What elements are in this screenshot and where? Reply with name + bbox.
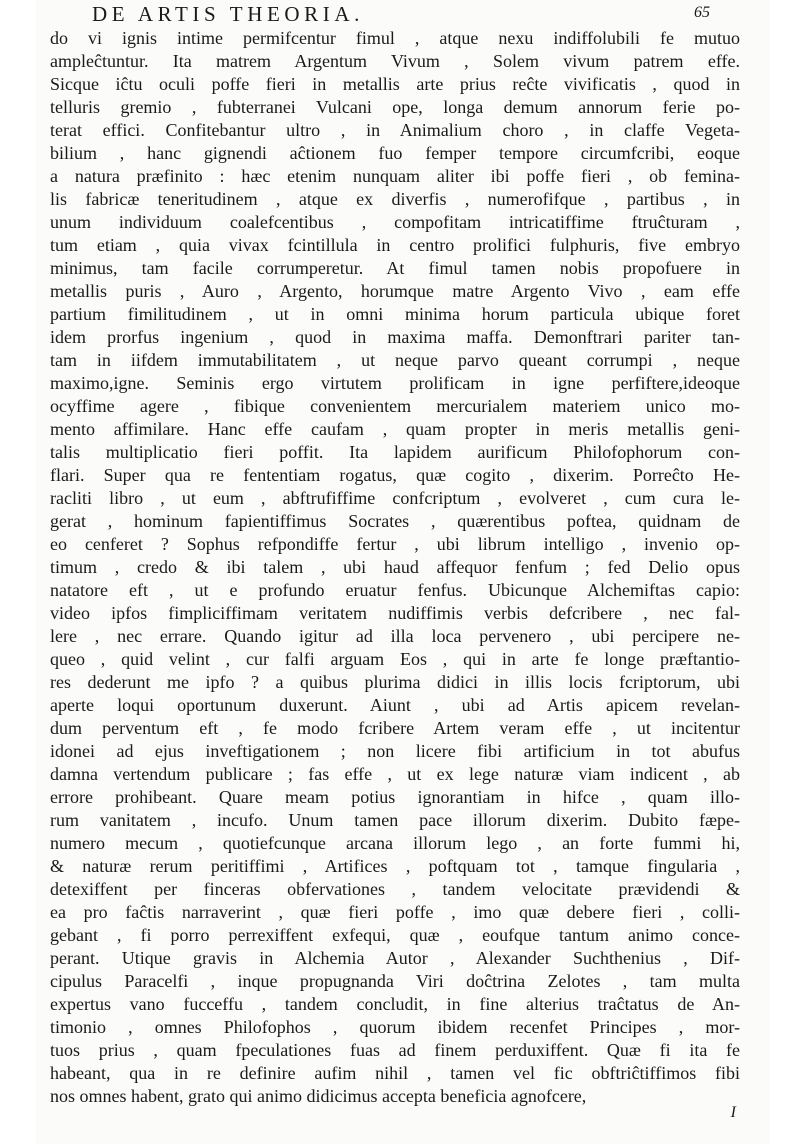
text-line: video ipfos fimpliciffimam veritatem nudiffimis verbis defcribere , nec fal- bbox=[50, 602, 740, 623]
text-line: tam in iifdem immutabilitatem , ut neque parvo queant corrumpi , neque bbox=[50, 349, 740, 370]
text-line: nos omnes habent, grato qui animo didicimus accepta beneficia agnofcere, bbox=[50, 1086, 587, 1107]
text-line: partium fimilitudinem , ut in omni minima horum particula ubique foret bbox=[50, 303, 740, 324]
text-line: numero mecum , quotiefcunque arcana illorum lego , an forte fummi hi, bbox=[50, 833, 740, 854]
text-line: perant. Utique gravis in Alchemia Autor , Alexander Suchthenius , Dif- bbox=[50, 948, 740, 969]
text-line: a natura præfinito : hæc etenim nunquam aliter ibi poffe fieri , ob femina- bbox=[50, 165, 740, 186]
text-line: ea pro faĉtis narraverint , quæ fieri poffe , imo quæ debere fieri , colli- bbox=[50, 902, 740, 923]
text-line: telluris gremio , fubterranei Vulcani ope, longa demum annorum ferie po- bbox=[50, 96, 740, 117]
text-line: Sicque iĉtu oculi poffe fieri in metallis arte prius reĉte vivificatis , quod in bbox=[50, 73, 740, 94]
text-line: tum etiam , quia vivax fcintillula in centro prolifici fulphuris, five embryo bbox=[50, 234, 740, 255]
page-footer bbox=[36, 1104, 770, 1128]
text-line: aperte loqui oportunum duxerunt. Aiunt , ubi ad Artis apicem revelan- bbox=[50, 694, 740, 715]
text-line: timonio , omnes Philofophos , quorum ibidem recenfet Principes , mor- bbox=[50, 1017, 740, 1038]
book-page bbox=[36, 0, 770, 1144]
text-line: do vi ignis intime permifcentur fimul , atque nexu indiffolubili fe mutuo bbox=[50, 27, 740, 48]
text-line: cipulus Paracelfi , inque propugnanda Viri doĉtrina Zelotes , tam multa bbox=[50, 971, 740, 992]
text-line: timum , credo & ibi talem , ubi haud affequor fenfum ; fed Delio opus bbox=[50, 556, 740, 577]
text-line: unum individuum coalefcentibus , compofitam intricatiffime ftruĉturam , bbox=[50, 211, 740, 232]
text-line: rum vanitatem , incufo. Unum tamen pace illorum dixerim. Dubito fæpe- bbox=[50, 810, 740, 831]
text-line: lis fabricæ teneritudinem , atque ex diverfis , numerofifque , partibus , in bbox=[50, 188, 740, 209]
text-line: res dederunt me ipfo ? a quibus plurima didici in illis locis fcriptorum, ubi bbox=[50, 671, 740, 692]
text-line: gebant , fi porro perrexiffent exfequi, quæ , eoufque tantum animo conce- bbox=[50, 925, 740, 946]
text-line: expertus vano fucceffu , tandem concludit, in fine alterius traĉtatus de An- bbox=[50, 994, 740, 1015]
text-line: dum perventum eft , fe modo fcribere Artem veram effe , ut incitentur bbox=[50, 717, 740, 738]
text-line: tuos prius , quam fpeculationes fuas ad finem perduxiffent. Quæ fi ita fe bbox=[50, 1040, 740, 1061]
signature-mark: I bbox=[730, 1104, 736, 1121]
text-line: terat effici. Confitebantur ultro , in Animalium choro , in claffe Vegeta- bbox=[50, 119, 740, 140]
text-line: ampleĉtuntur. Ita matrem Argentum Vivum , Solem vivum patrem effe. bbox=[50, 50, 740, 71]
text-line: talis multiplicatio fieri poffit. Ita lapidem aurificum Philofophorum con- bbox=[50, 441, 740, 462]
page-number: 65 bbox=[694, 4, 710, 21]
text-line: & naturæ rerum peritiffimi , Artifices , poftquam tot , tamque fingularia , bbox=[50, 856, 740, 877]
text-line: idem prorfus ingenium , quod in maxima maffa. Demonftrari pariter tan- bbox=[50, 326, 740, 347]
running-title: DE ARTIS THEORIA. bbox=[92, 2, 364, 26]
text-line: lere , nec errare. Quando igitur ad illa loca pervenero , ubi percipere ne- bbox=[50, 625, 740, 646]
text-line: habeant, qua in re definire aufim nihil , tamen vel fic obftriĉtiffimos fibi bbox=[50, 1063, 740, 1084]
text-line: mento affimilare. Hanc effe caufam , quam propter in meris metallis geni- bbox=[50, 418, 740, 439]
text-line: bilium , hanc gignendi aĉtionem fuo femper tempore circumfcribi, eoque bbox=[50, 142, 740, 163]
text-line: maximo,igne. Seminis ergo virtutem prolificam in igne perfiftere,ideoque bbox=[50, 372, 740, 393]
text-line: idonei ad ejus inveftigationem ; non licere fibi artificium in tot abufus bbox=[50, 740, 740, 761]
text-line: queo , quid velint , cur falfi arguam Eos , qui in arte fe longe præftantio- bbox=[50, 648, 740, 669]
text-line: damna vertendum publicare ; fas effe , ut ex lege naturæ viam indicent , ab bbox=[50, 764, 740, 784]
text-line: ocyffime agere , fibique convenientem mercurialem materiem unico mo- bbox=[50, 395, 740, 416]
text-line: errore prohibeant. Quare meam potius ignorantiam in hifce , quam illo- bbox=[50, 787, 740, 808]
body-text bbox=[50, 27, 740, 1109]
text-line: racliti libro , ut eum , abftrufiffime confcriptum , evolveret , cum cura le- bbox=[50, 487, 740, 508]
text-line: flari. Super qua re fententiam rogatus, quæ cogito , dixerim. Porreĉto He- bbox=[50, 464, 740, 485]
text-line: eo cenferet ? Sophus refpondiffe fertur , ubi librum intelligo , invenio op- bbox=[50, 533, 740, 554]
text-line: natatore eft , ut e profundo eruatur fenfus. Ubicunque Alchemiftas capio: bbox=[50, 579, 740, 600]
text-line: metallis puris , Auro , Argento, horumque matre Argento Vivo , eam effe bbox=[50, 280, 740, 301]
text-line: gerat , hominum fapientiffimus Socrates , quærentibus poftea, quidnam de bbox=[50, 510, 740, 531]
text-line: minimus, tam facile corrumperetur. At fimul tamen nobis propofuere in bbox=[50, 257, 740, 278]
text-line: detexiffent per finceras obfervationes , tandem velocitate prævidendi & bbox=[50, 879, 740, 900]
